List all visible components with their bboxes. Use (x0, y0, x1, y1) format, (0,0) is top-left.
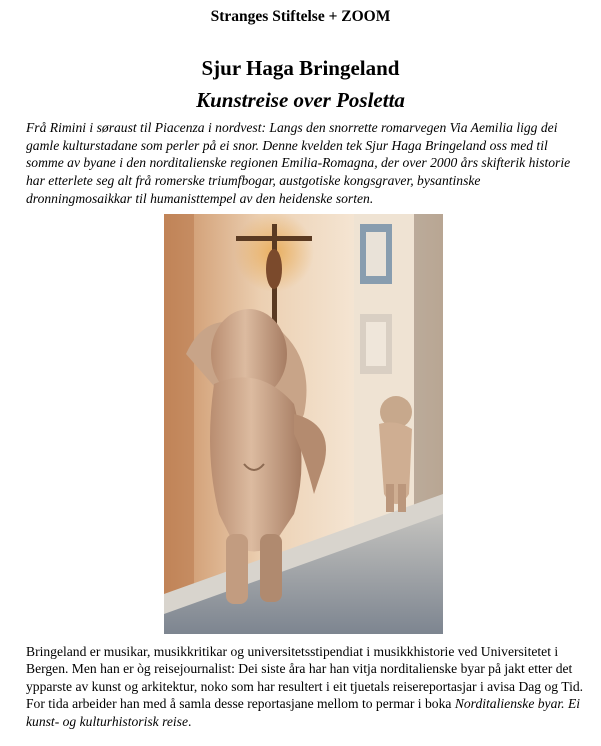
sculpture-photo (164, 214, 443, 634)
bio-text: Bringeland er musikar, musikkritikar og universitetsstipendiat i musikkhistorie ved Universitetet i Bergen. Men han er òg reisejournalist: Dei siste åra har han vitja norditalienske byar på jakt etter det ypparste av kunst og arkitektur, noko som har resultert i eit tjuetals reisereportasjar i avisa Dag og Tid. For tida arbeider han med å samla desse reportasjane mellom to permar i boka (26, 644, 584, 712)
event-title: Kunstreise over Posletta (196, 88, 405, 112)
bio-end: . (187, 713, 192, 729)
author-name: Sjur Haga Bringeland (201, 56, 400, 80)
intro-paragraph: Frå Rimini i søraust til Piacenza i nordvest: Langs den snorrette romarvegen Via Aemilia ligg dei gamle kulturstadane som perler på ei snor. Denne kvelden tek Sjur Haga Bringeland oss med til somme av byane i den norditalienske regionen Emilia-Romagna, der over 2000 års skifterik historie har etterlete seg alt frå romerske triumfbogar, austgotiske kongsgraver, bysantinske dronningmosaikkar til humanisttempel av den heidenske sorten. (26, 120, 571, 206)
organization-heading: Stranges Stiftelse + ZOOM (210, 8, 391, 25)
bio-paragraph (26, 643, 586, 730)
book-title: Norditalienske byar. Ei kunst- og kulturhistorisk reise (26, 696, 581, 729)
